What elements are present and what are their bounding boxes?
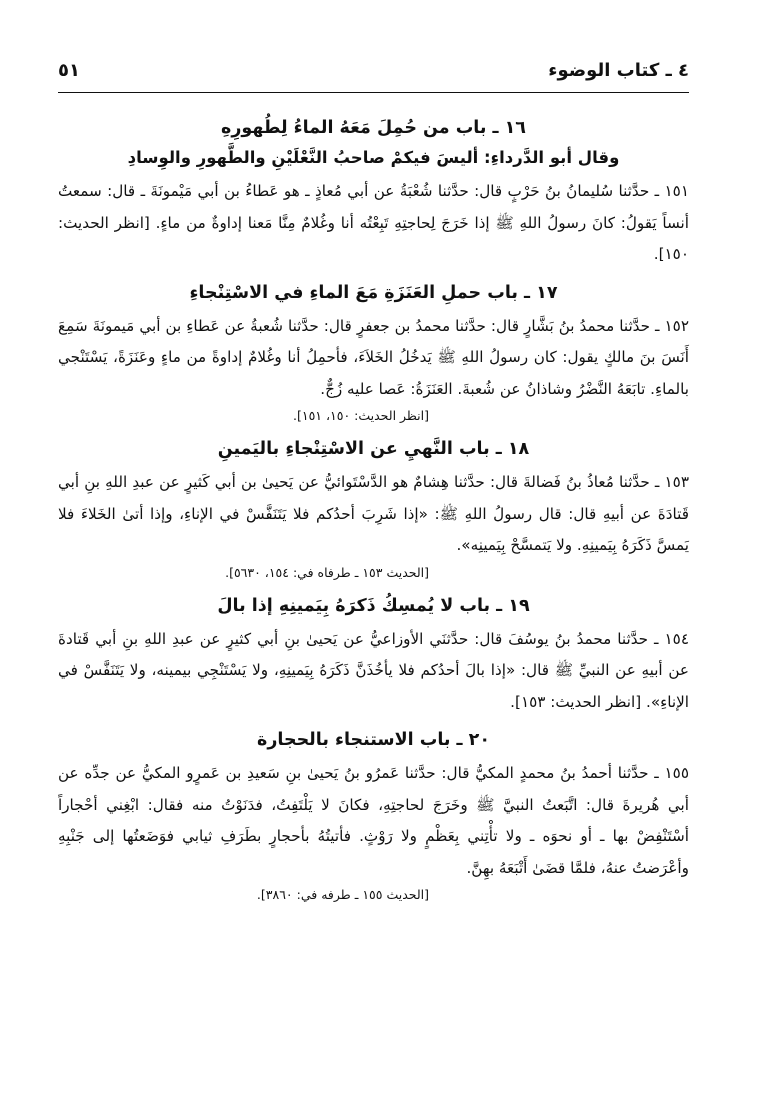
section-17-title: ١٧ ـ باب حملِ العَنَزَةِ مَعَ الماءِ في الاسْتِنْجاءِ bbox=[189, 282, 558, 303]
section-19-title: ١٩ ـ باب لا يُمسِكُ ذَكرَهُ بِيَمينِهِ إذا بالَ bbox=[217, 595, 530, 616]
page-header bbox=[58, 60, 689, 90]
hadith-155-reference: [الحديث ١٥٥ ـ طرفه في: ٣٨٦٠]. bbox=[256, 887, 429, 902]
page-body bbox=[58, 112, 689, 906]
hadith-153-reference: [الحديث ١٥٣ ـ طرفاه في: ١٥٤، ٥٦٣٠]. bbox=[225, 564, 429, 580]
chapter-title: ٤ ـ كتاب الوضوء bbox=[548, 60, 689, 81]
section-18-title: ١٨ ـ باب النَّهيِ عن الاسْتِنْجاءِ باليَمينِ bbox=[217, 439, 530, 459]
hadith-155: ١٥٥ ـ حدَّثنا أحمدُ بنُ محمدٍ المكيُّ قال: حدَّثنا عَمرُو بنُ يَحيىٰ بنِ سَعيدِ بن عَمرٍو المكيُّ عن جدِّه عن أبي هُريرةَ قال: اتَّبَعتُ النبيَّ ﷺ وخَرَجَ لحاجتِهِ، فكانَ لا يَلْتَفِتُ، فدَنَوْتُ منه فقال: ابْغِني أحْجاراً أسْتَنْفِضْ بها ـ أو نحوَه ـ ولا تأْتِني بِعَظْمٍ ولا رَوْثٍ. فأتيتُهُ بأحجارٍ بطَرَفِ ثيابي فوَضَعتُها إلى جَنْبِهِ وأعْرَضتُ عنهُ، فلمَّا قضَىٰ أَتْبَعَهُ بهِنَّ. bbox=[58, 764, 689, 877]
section-16-subtitle: وقال أبو الدَّرداءِ: أليسَ فيكمْ صاحبُ النَّعْلَيْنِ والطَّهورِ والوِسادِ bbox=[127, 148, 620, 167]
section-16-title: ١٦ ـ باب من حُمِلَ مَعَهُ الماءُ لِطُهورِهِ bbox=[221, 118, 526, 138]
hadith-152-reference: [انظر الحديث: ١٥٠، ١٥١]. bbox=[293, 408, 429, 423]
section-20-title: ٢٠ ـ باب الاستنجاء بالحجارة bbox=[256, 730, 491, 750]
hadith-151: ١٥١ ـ حدَّثنا سُليمانُ بنُ حَرْبٍ قال: حدَّثنا شُعْبَةُ عن أبي مُعاذٍ ـ هو عَطاءُ بن أبي مَيْمونَةَ ـ قال: سمعتُ أنساً يَقولُ: كانَ رسولُ اللهِ ﷺ إذا خَرَجَ لِحاجتِهِ تَبِعْتُه أنا وغُلامٌ مِنَّا مَعنا إداوةٌ من ماءٍ. [انظر الحديث: ١٥٠]. bbox=[58, 182, 689, 263]
page-number: ٥١ bbox=[58, 60, 80, 81]
hadith-152: ١٥٢ ـ حدَّثنا محمدُ بنُ بَشَّارٍ قال: حدَّثنا محمدُ بن جعفرٍ قال: حدَّثنا شُعبةُ عن عَطاءِ بن أبي مَيمونَةَ سَمِعَ أَنَسَ بنَ مالكٍ يقول: كان رسولُ اللهِ ﷺ يَدخُلُ الخَلاَءَ، فأحمِلُ أنا وغُلامٌ إداوةً من ماءٍ وعَنَزَةً، يَسْتَنْجي بالماءِ. تابَعَهُ النَّضْرُ وشاذانُ عن شُعبةَ. العَنَزَةُ: عَصا عليه زُجٌّ. bbox=[58, 316, 689, 398]
hadith-153: ١٥٣ ـ حدَّثنا مُعاذُ بنُ فَضالةَ قال: حدَّثنا هِشامٌ هو الدَّسْتَوائيُّ عن يَحيىٰ بن أبي كَثيرٍ عن عبدِ اللهِ بنِ أبي قَتادَةَ عن أبيهِ قال: قال رسولُ اللهِ ﷺ: «إذا شَرِبَ أحدُكم فلا يَتَنَفَّسْ في الإناءِ، وإذا أتىٰ الخَلاءَ فلا يَمسَّ ذَكَرَهُ بِيَمينِهِ. ولا يَتمسَّحْ بِيَمينِه». bbox=[58, 473, 689, 554]
hadith-154: ١٥٤ ـ حدَّثنا محمدُ بنُ يوسُفَ قال: حدَّثنَي الأوزاعيُّ عن يَحيىٰ بنِ أبي كثيرٍ عن عبدِ اللهِ بنِ أبي قَتادةَ عن أبيهِ عن النبيِّ ﷺ قال: «إذا بالَ أحدُكم فلا يأخُذَنَّ ذَكَرَهُ بِيَمينِهِ، ولا يَسْتَنْجِي بيمينه، ولا يَتَنَفَّسْ في الإناءِ». [انظر الحديث: ١٥٣]. bbox=[58, 629, 689, 711]
header-divider bbox=[58, 92, 689, 93]
